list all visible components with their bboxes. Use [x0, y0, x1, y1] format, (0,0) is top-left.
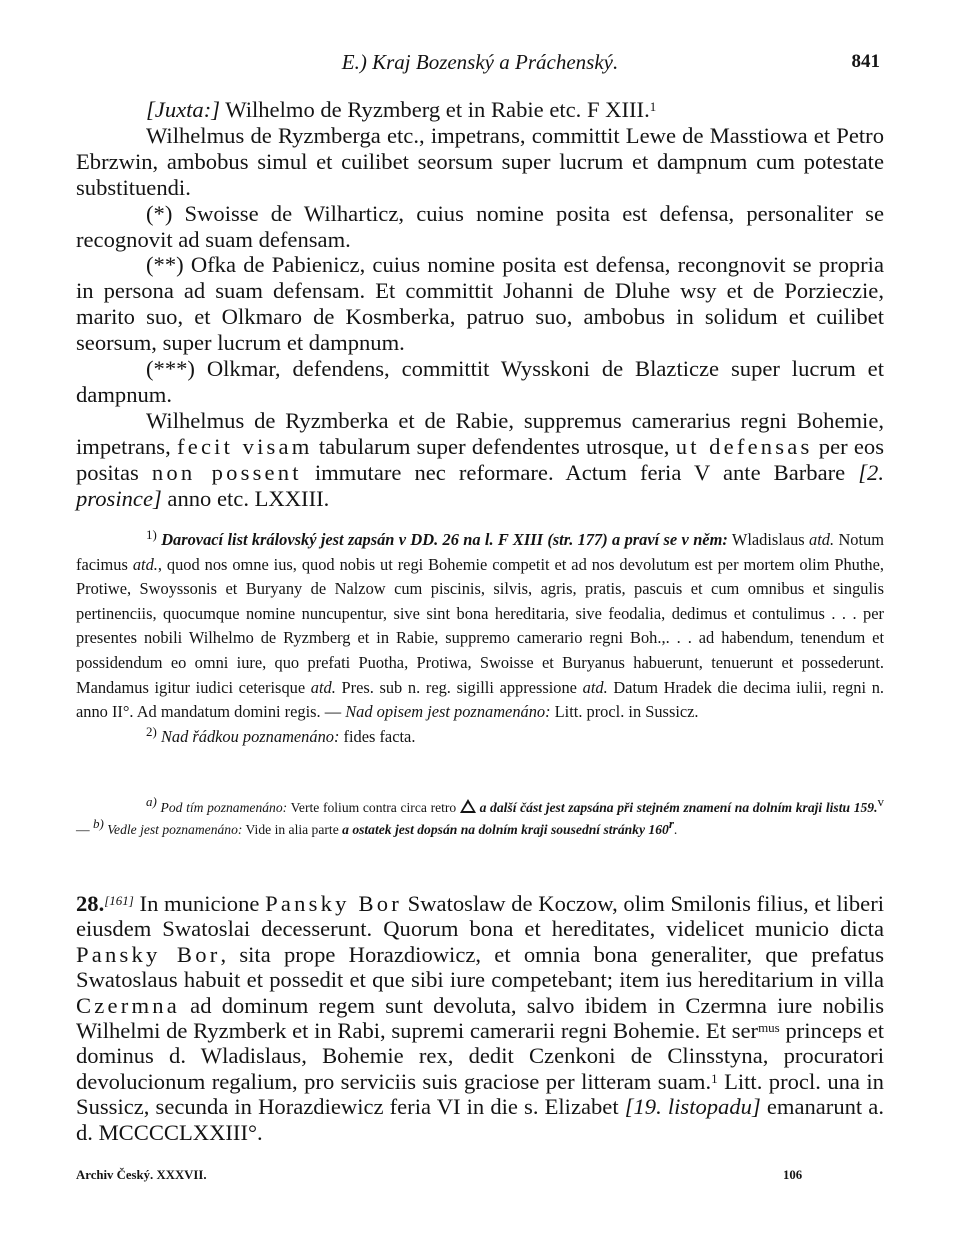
- paragraph-2: (*) Swoisse de Wilharticz, cuius nomine posita est defensa, personaliter se recognovit ad suam defensam.: [76, 200, 884, 252]
- entry-27-continuation: [76, 97, 884, 512]
- running-title: E.) Kraj Bozenský a Práchenský.: [341, 50, 619, 74]
- footnotes: [76, 528, 884, 749]
- footnote-ref-1: 1: [649, 99, 657, 114]
- entry-28-text: 28.[161] In municione Pansky Bor Swatoslaw de Koczow, olim Smilonis filius, et liberi eiusdem Swatoslai decesserunt. Quorum bona et hereditates, videlicet municio dicta Pansky Bor, sita prope Horazdiowicz, et omnia bona generaliter, que prefatus Swatoslaus habuit et possedit et que sibi iure competebant; item ius hereditarium in villa Czermna ad dominum regem sunt devoluta, salvo ibidem in Czermna iure nobilis Wilhelmi de Ryzmberk et in Rabi, supremi camerarii regni Bohemie. Et ser$^{mus}$ princeps et dominus d. Wladislaus, Bohemie rex, dedit Czenkoni de Clinsstyna, procuratori devolucionum regalium, pro serviciis suis graciose per litteram suam.$^1$ Litt. procl. una in Sussicz, secunda in Horazdiewicz feria VI in die s. Elizabet [19. listopadu] emanarunt a. d. MCCCCLXXIII°.: [76, 891, 884, 1145]
- entry-28: [76, 891, 884, 1145]
- page-number: 841: [851, 51, 880, 72]
- entry-number: 28.: [76, 891, 105, 916]
- triangle-sign-icon: [460, 799, 476, 813]
- paragraph-5: Wilhelmus de Ryzmberka et de Rabie, suppremus camerarius regni Bohemie, impetrans, fecit visam tabularum super defendentes utrosque, ut defensas per eos positas non possent immutare nec reformare. Actum feria V ante Barbare [2. prosince] anno etc. LXXIII.: [76, 407, 884, 511]
- textual-notes: [76, 794, 884, 842]
- footnote-2: $^{2)}$ Nad řádkou poznamenáno: fides facta.: [146, 723, 416, 746]
- paragraph-4: (***) Olkmar, defendens, committit Wysskoni de Blazticze super lucrum et dampnum.: [76, 356, 884, 407]
- footnote-ref-28: 1: [711, 1070, 718, 1086]
- textual-note-a-b: $^{a)}$ Pod tím poznamenáno: Verte folium contra circa retro a další část jest zapsána při stejném znamení na dolním kraji listu 159.$^v$ — $^{b)}$ Vedle jest poznamenáno: Vide in alia parte a ostatek jest dopsán na dolním kraji sousední stránky 160$^r$.: [76, 794, 884, 838]
- footer-volume: Archiv Český. XXXVII.: [76, 1168, 207, 1182]
- paragraph-3: (**) Ofka de Pabienicz, cuius nomine posita est defensa, recongnovit se propria in persona ad suam defensam. Et committit Johanni de Dluhe wsy et de Porzieczie, marito suo, et Olkmaro de Kosmberka, patruo suo, ambobus in solidum et cuilibet seorsum, super lucrum et dampnum.: [76, 252, 884, 356]
- running-header: [76, 50, 884, 82]
- page-footer: [76, 1168, 884, 1183]
- footnote-1: $^{1)}$ Darovací list královský jest zapsán v DD. 26 na l. F XIII (str. 177) a praví se v něm: Wladislaus atd. Notum facimus atd., quod nos omne ius, quod nobis ut regi Bohemie competit et ad nos devolutum est per mortem olim Phuthe, Protiwe, Swoyssonis et Buryany de Nalzow cum piscinis, silvis, agris, pratis, pascuis et cum omnibus et singulis pertinenciis, quocumque nomine nuncupentur, sive sint bona hereditaria, sive feodalia, dedimus et contulimus . . . per presentes nobili Wilhelmo de Ryzmberg et in Rabie, suppremo camerario regni Boh.,. . . ad habendum, tenendum et possidendum eo omni iure, quo prefati Puotha, Protiwa, Swoisse et Buryanus habuerunt, tenuerunt et possederunt. Mandamus igitur iudici ceterisque atd. Pres. sub n. reg. sigilli appressione atd. Datum Hradek die decima iulii, regni n. anno II°. Ad mandatum domini regis. — Nad opisem jest poznamenáno: Litt. procl. in Sussicz.: [76, 527, 884, 722]
- footer-sheet-number: 106: [783, 1168, 803, 1182]
- folio-ref: [161]: [104, 893, 134, 908]
- entry-heading-line: [Juxta:] Wilhelmo de Ryzmberg et in Rabie etc. F XIII.$^1$: [146, 97, 657, 122]
- paragraph-1: Wilhelmus de Ryzmberga etc., impetrans, committit Lewe de Masstiowa et Petro Ebrzwin, ambobus simul et cuilibet seorsum super lucrum et dampnum cum potestate substituendi.: [76, 122, 884, 200]
